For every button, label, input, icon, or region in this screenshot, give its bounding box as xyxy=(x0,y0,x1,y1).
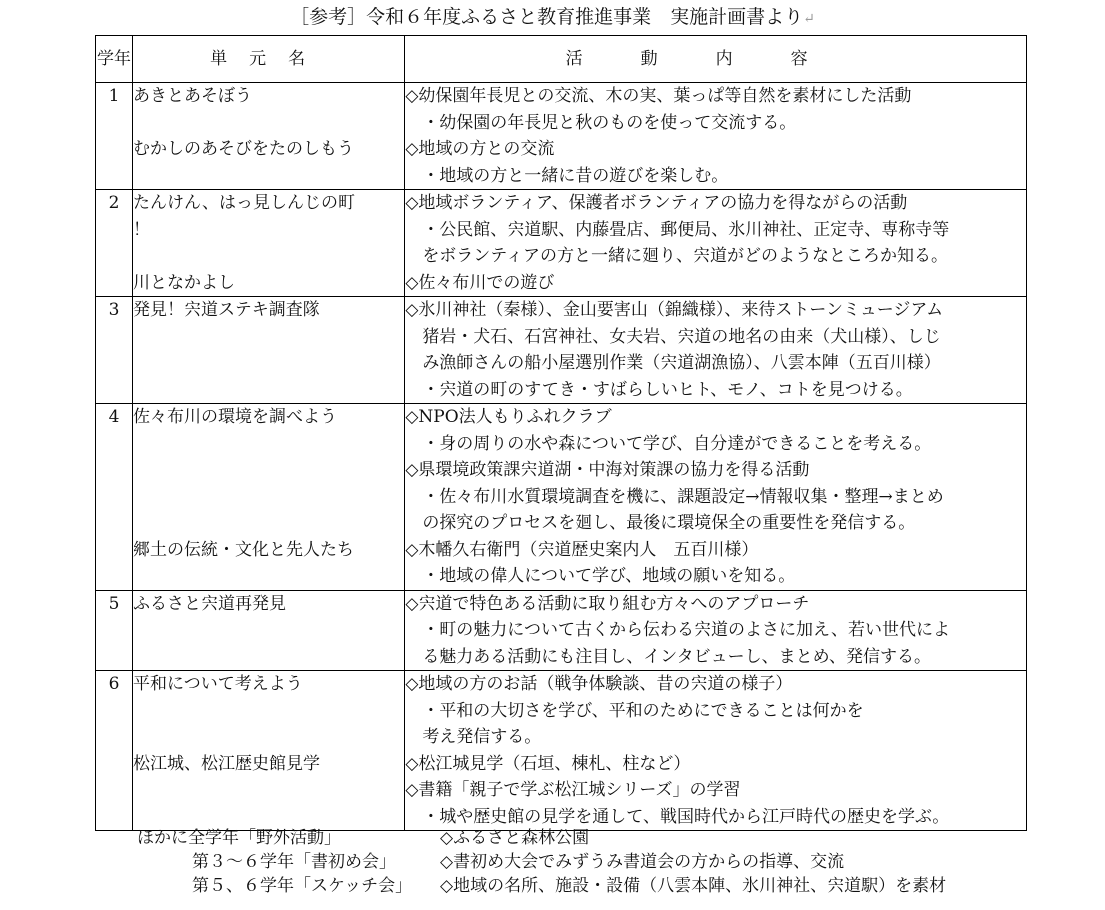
unit-line xyxy=(133,510,404,537)
activity-cell xyxy=(405,83,1027,190)
activity-line: ◇書籍「親子で学ぶ松江城シリーズ」の学習 xyxy=(405,780,741,800)
activity-line: る魅力ある活動にも注目し、インタビューし、まとめ、発信する。 xyxy=(422,646,931,667)
header-grade: 学年 xyxy=(96,36,133,83)
unit-line: 郷土の伝統・文化と先人たち xyxy=(133,539,355,560)
paragraph-mark: ↵ xyxy=(803,11,815,27)
unit-line xyxy=(133,110,404,137)
table-row xyxy=(96,190,1027,297)
unit-line xyxy=(133,563,404,590)
unit-line: ふるさと宍道再発見 xyxy=(133,593,287,614)
grade-cell: 3 xyxy=(96,297,133,404)
grade-cell: 4 xyxy=(96,404,133,591)
unit-line xyxy=(133,243,404,270)
unit-line: 松江城、松江歴史館見学 xyxy=(133,753,321,774)
unit-line: 発見！宍道ステキ調査隊 xyxy=(133,300,320,320)
activity-line: ・佐々布川水質環境調査を機に、課題設定→情報収集・整理→まとめ xyxy=(422,486,944,507)
unit-line xyxy=(133,324,404,351)
activity-line: ◇地域の方との交流 xyxy=(405,139,555,159)
activity-line: ・地域の偉人について学び、地域の願いを知る。 xyxy=(422,566,796,586)
activity-line: をボランティアの方と一緒に廻り、宍道がどのようなところか知る。 xyxy=(422,246,948,266)
activity-cell xyxy=(405,404,1027,591)
grade-cell: 2 xyxy=(96,190,133,297)
unit-cell xyxy=(133,590,405,671)
footer-description: ◇ふるさと森林公園 xyxy=(440,828,590,848)
unit-line xyxy=(133,457,404,484)
unit-line xyxy=(133,484,404,511)
activity-line: ◇宍道で特色ある活動に取り組む方々へのアプローチ xyxy=(405,593,810,614)
activity-line: ◇幼保園年長児との交流、木の実、葉っぱ等自然を素材にした活動 xyxy=(405,86,912,106)
activity-line: 猪岩・犬石、石宮神社、女夫岩、宍道の地名の由来（犬山様）、しじ xyxy=(422,326,941,347)
unit-line: ！ xyxy=(133,219,151,240)
footer-label: 第３～６学年「書初め会」 xyxy=(192,852,396,872)
activity-line: ◇地域ボランティア、保護者ボランティアの協力を得ながらの活動 xyxy=(405,193,908,213)
footer-label: 第５、６学年「スケッチ会」 xyxy=(192,876,413,896)
activity-line: 考え発信する。 xyxy=(422,727,542,747)
activity-line: ・身の周りの水や森について学び、自分達ができることを考える。 xyxy=(422,433,932,454)
title-text: ［参考］令和６年度ふるさと教育推進事業 実施計画書より xyxy=(290,6,804,28)
table-body xyxy=(96,83,1027,831)
unit-line xyxy=(133,777,404,804)
unit-line xyxy=(133,617,404,644)
document-title xyxy=(0,4,1105,32)
unit-cell xyxy=(133,297,405,404)
footer-label: ほかに全学年「野外活動」 xyxy=(137,828,341,848)
activity-line: ◇県環境政策課宍道湖・中海対策課の協力を得る活動 xyxy=(405,460,810,480)
unit-line: 川となかよし xyxy=(133,272,236,293)
unit-line xyxy=(133,350,404,377)
unit-line: たんけん、はっ見しんじの町 xyxy=(133,193,356,213)
activity-line: の探究のプロセスを廻し、最後に環境保全の重要性を発信する。 xyxy=(422,513,916,533)
activity-line: ・城や歴史館の見学を通して、戦国時代から江戸時代の歴史を学ぶ。 xyxy=(422,806,950,827)
unit-cell xyxy=(133,404,405,591)
table-row xyxy=(96,83,1027,190)
unit-line xyxy=(133,163,404,190)
header-unit: 単元名 xyxy=(133,36,405,83)
activity-line: ◇松江城見学（石垣、棟札、柱など） xyxy=(405,753,691,774)
activity-line: ・公民館、宍道駅、内藤畳店、郵便局、氷川神社、正定寺、専称寺等 xyxy=(422,219,950,240)
grade-cell: 5 xyxy=(96,590,133,671)
unit-line xyxy=(133,644,404,671)
activity-line: ◇氷川神社（秦様）、金山要害山（錦織様）、来待ストーンミュージアム xyxy=(405,300,944,320)
unit-line: あきとあそぼう xyxy=(133,86,253,106)
activity-line: ・地域の方と一緒に昔の遊びを楽しむ。 xyxy=(422,165,729,186)
unit-cell xyxy=(133,83,405,190)
unit-line: むかしのあそびをたのしもう xyxy=(133,139,355,159)
activity-line: ・幼保園の年長児と秋のものを使って交流する。 xyxy=(422,112,797,133)
activity-cell xyxy=(405,671,1027,831)
grade-cell: 1 xyxy=(96,83,133,190)
plan-table xyxy=(95,35,1027,831)
table-header-row xyxy=(96,36,1027,83)
activity-line: ・町の魅力について古くから伝わる宍道のよさに加え、若い世代によ xyxy=(422,620,950,640)
grade-cell: 6 xyxy=(96,671,133,831)
unit-line xyxy=(133,724,404,751)
activity-line: ・平和の大切さを学び、平和のためにできることは何かを xyxy=(422,700,864,721)
table-row xyxy=(96,590,1027,671)
activity-cell xyxy=(405,590,1027,671)
table-row xyxy=(96,297,1027,404)
unit-line xyxy=(133,698,404,725)
activity-line: み漁師さんの船小屋選別作業（宍道湖漁協）、八雲本陣（五百川様） xyxy=(422,353,941,373)
activity-line: ◇佐々布川での遊び xyxy=(405,272,555,293)
unit-line: 佐々布川の環境を調べよう xyxy=(133,407,338,427)
activity-line: ◇木幡久右衛門（宍道歴史案内人 五百川様） xyxy=(405,539,759,560)
activity-cell xyxy=(405,190,1027,297)
footer-description: ◇書初め大会でみずうみ書道会の方からの指導、交流 xyxy=(440,852,845,872)
unit-line: 平和について考えよう xyxy=(133,674,303,694)
unit-cell xyxy=(133,671,405,831)
footer-description: ◇地域の名所、施設・設備（八雲本陣、氷川神社、宍道駅）を素材 xyxy=(440,876,947,896)
table-row xyxy=(96,671,1027,831)
unit-cell xyxy=(133,190,405,297)
unit-line xyxy=(133,431,404,458)
activity-line: ・宍道の町のすてき・すばらしいヒト、モノ、コトを見つける。 xyxy=(422,379,913,400)
header-activity: 活動内容 xyxy=(405,36,1027,83)
activity-line: ◇NPO法人もりふれクラブ xyxy=(405,407,612,427)
unit-line xyxy=(133,377,404,404)
activity-cell xyxy=(405,297,1027,404)
activity-line: ◇地域の方のお話（戦争体験談、昔の宍道の様子） xyxy=(405,674,793,694)
table-row xyxy=(96,404,1027,591)
